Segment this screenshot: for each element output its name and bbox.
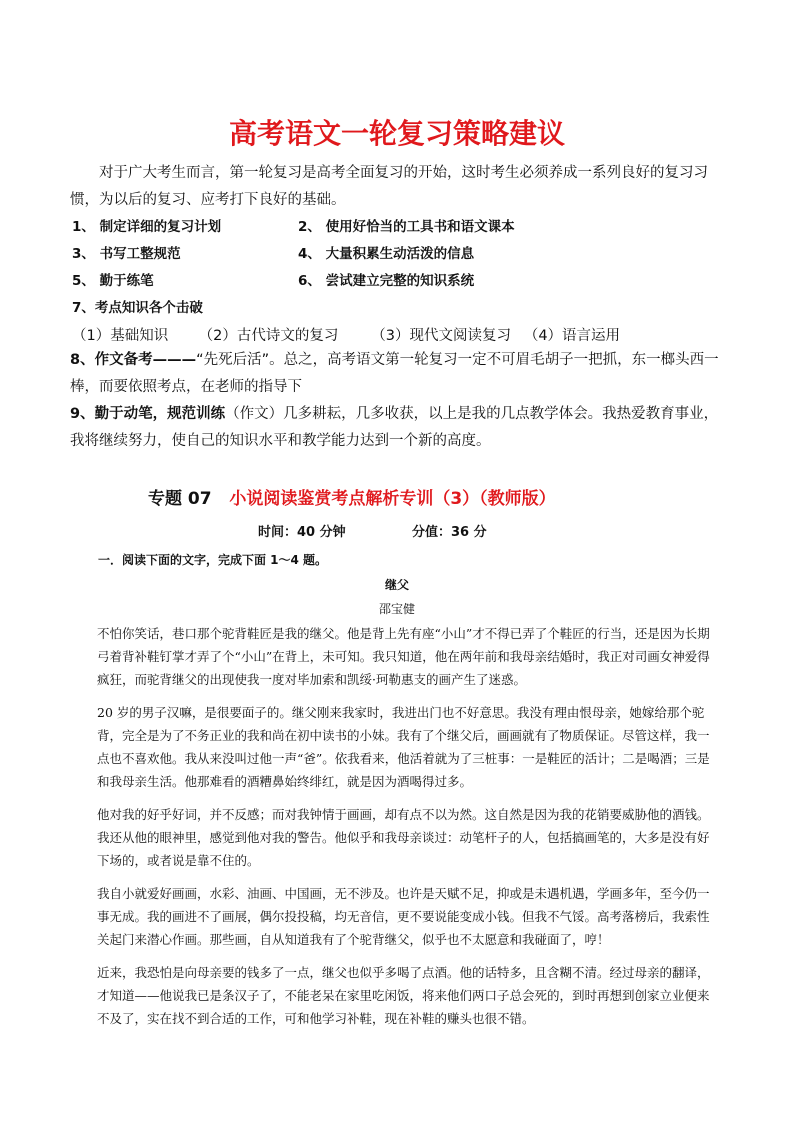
tip-1: 1、 制定详细的复习计划	[72, 219, 222, 235]
exam-score: 分值：36 分	[412, 525, 487, 540]
topic-heading	[148, 484, 556, 509]
exam-time: 时间：40 分钟	[258, 525, 346, 540]
sub-item-3: （3）现代文阅读复习	[371, 328, 511, 344]
story-paragraph: 20 岁的男子汉嘛，是很要面子的。继父刚来我家时，我进出门也不好意思。我没有理由恨母亲，她嫁给那个驼背，完全是为了不务正业的我和尚在初中读书的小妹。我有了个继父后，画画就有了物质保证。尽管这样，我一点也不喜欢他。我从来没叫过他一声“爸”。依我看来，他活着就为了三桩事：一是鞋匠的活计；二是喝酒；三是和我母亲生活。他那难看的酒糟鼻始终绯红，就是因为酒喝得过多。	[97, 705, 710, 789]
tip-4: 4、 大量积累生动活泼的信息	[298, 246, 475, 262]
sub-item-1: （1）基础知识	[72, 328, 169, 344]
tip-7: 7、考点知识各个击破	[72, 300, 203, 316]
topic-title: 小说阅读鉴赏考点解析专训（3）（教师版）	[229, 489, 556, 509]
story-paragraph: 我自小就爱好画画，水彩、油画、中国画，无不涉及。也许是天赋不足，抑或是未遇机遇，学画多年，至今仍一事无成。我的画进不了画展，偶尔投投稿，均无音信，更不要说能变成小钱。但我不气馁。高考落榜后，我索性关起门来潜心作画。那些画，自从知道我有了个驼背继父，似乎也不太愿意和我碰面了，哼！	[97, 886, 710, 947]
main-title: 高考语文一轮复习策略建议	[228, 117, 565, 150]
item-9	[70, 401, 732, 455]
intro-paragraph	[70, 160, 730, 214]
story-body	[97, 622, 717, 1040]
tip-6: 6、 尝试建立完整的知识系统	[298, 273, 475, 289]
tip-3: 3、 书写工整规范	[72, 246, 181, 262]
sub-item-4: （4）语言运用	[523, 328, 621, 344]
tip-5: 5、 勤于练笔	[72, 273, 154, 289]
item-9-label: 9、勤于动笔，规范训练	[70, 406, 226, 422]
tip-2: 2、 使用好恰当的工具书和语文课本	[298, 219, 515, 235]
sub-items	[72, 324, 620, 345]
item-9-text: （作文）几多耕耘，几多收获，以上是我的几点教学体会。我热爱教育事业，我将继续努力，使自己的知识水平和教学能力达到一个新的高度。	[70, 406, 719, 449]
sub-item-2: （2）古代诗文的复习	[198, 328, 339, 344]
story-paragraph: 近来，我恐怕是向母亲要的钱多了一点，继父也似乎多喝了点酒。他的话特多，且含糊不清。经过母亲的翻译，才知道——他说我已是条汉子了，不能老呆在家里吃闲饭，将来他们两口子总会死的，到时再想到创家立业便来不及了，实在找不到合适的工作，可和他学习补鞋，现在补鞋的赚头也很不错。	[97, 965, 710, 1026]
item-8-label: 8、作文备考———	[70, 352, 197, 368]
topic-prefix: 专题 07	[148, 489, 212, 509]
story-title: 继父	[384, 578, 409, 592]
story-paragraph: 不怕你笑话，巷口那个驼背鞋匠是我的继父。他是背上先有座“小山”才不得已弄了个鞋匠的行当，还是因为长期弓着背补鞋钉掌才弄了个“小山”在背上，未可知。我只知道，他在两年前和我母亲结婚时，我正对司画女神爱得疯狂，而驼背继父的出现使我一度对毕加索和凯绥·珂勒惠支的画产生了迷惑。	[97, 626, 710, 687]
item-8-text: “先死后活”。总之，高考语文第一轮复习一定不可眉毛胡子一把抓，东一榔头西一棒，而要依照考点，在老师的指导下	[70, 352, 719, 395]
story-author: 邵宝健	[378, 602, 415, 616]
question-instruction: 一．阅读下面的文字，完成下面 1～4 题。	[98, 553, 328, 567]
intro-text: 对于广大考生而言，第一轮复习是高考全面复习的开始，这时考生必须养成一系列良好的复习习惯，为以后的复习、应考打下良好的基础。	[70, 165, 708, 208]
item-8	[70, 347, 732, 401]
story-paragraph: 他对我的好乎好词，并不反感；而对我钟情于画画，却有点不以为然。这自然是因为我的花销要威胁他的酒钱。我还从他的眼神里，感觉到他对我的警告。他似乎和我母亲谈过：动笔杆子的人，包括搞画笔的，大多是没有好下场的，或者说是靠不住的。	[97, 807, 710, 868]
